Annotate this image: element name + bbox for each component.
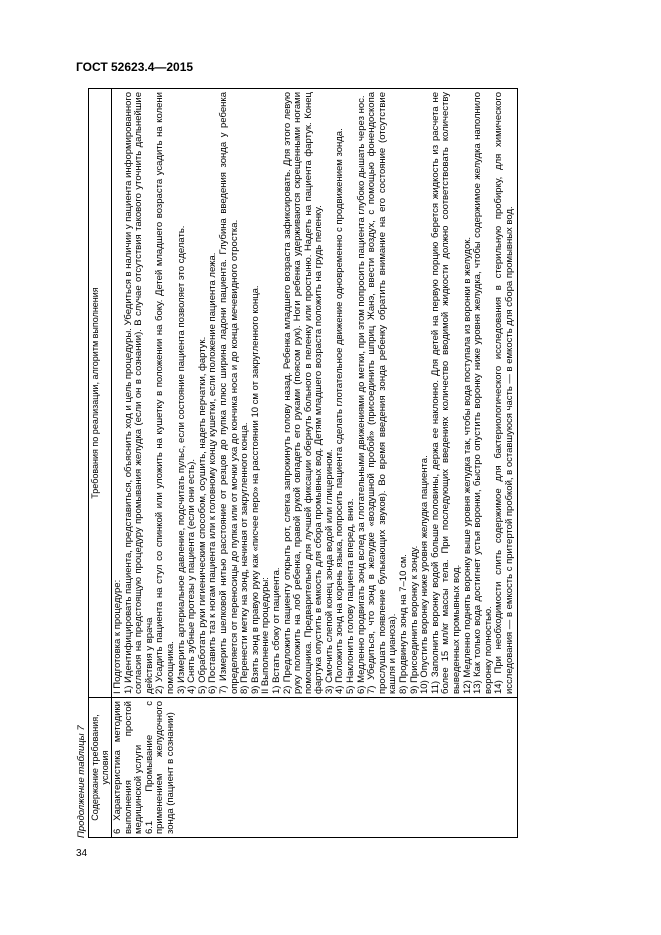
step-text: 13) Как только вода достигнет устья воронки, быстро опустить воронку ниже уровня желудка, чтобы содержимое желудка наполнило воронку полностью. (472, 92, 494, 694)
table-row (112, 89, 518, 838)
step-text: 2) Усадить пациента на стул со спинкой или уложить на кушетку в положении на боку. Детей младшего возраста усадить на колени помощника. (154, 92, 176, 694)
step-text: 11) Заполнить воронку водой больше половины, держа ее наклонно. Для детей на первую порцию берется жидкость из расчета не более 15 мл/кг массы тела. При последующих введениях количество вводимой жидкости должно соответствовать количеству выведенных промывных вод. (429, 92, 462, 694)
step-text: 8) Перенести метку на зонд, начиная от закругленного конца. (239, 422, 251, 694)
step-text: 7) Измерить шелковой нитью расстояние от резцов до пупка плюс ширина ладони пациента. Глубина введения зонда у ребенка определяется от переносицы до пупка или от мочки уха до кончика носа и до конца мечевидного отростка. (217, 92, 240, 694)
step-text: 6) Поставить таз к ногам пациента или к головному концу кушетки, если положение пациента лежа. (207, 252, 219, 694)
section-heading: I Подготовка к процедуре: (112, 579, 123, 694)
table-header-row (89, 89, 112, 838)
step-text: 4) Положить зонд на корень языка, попросить пациента сделать глотательное движение одновременно с продвижением зонда. (334, 128, 346, 694)
table-caption: Продолжение таблицы 7 (76, 725, 87, 838)
step-text: 5) Обработать руки гигиеническим способом, осушить, надеть перчатки, фартук. (196, 336, 208, 694)
step-text: 9) Взять зонд в правую руку как «писчее перо» на расстоянии 10 см от закругленного конца. (249, 285, 261, 694)
page-number: 34 (76, 848, 88, 859)
condition-text: 6 Характеристика методики выполнения простой медицинской услуги (112, 701, 145, 834)
step-text: 3) Смочить слепой конец зонда водой или глицерином. (323, 449, 335, 694)
condition-text: 6.1 Промывание с применением желудочного зонда (пациент в сознании) (143, 701, 176, 834)
step-text: 1) Встать сбоку от пациента. (270, 567, 282, 694)
step-text: 10) Опустить воронку ниже уровня желудка пациента. (419, 455, 431, 694)
step-text: 12) Медленно поднять воронку выше уровня желудка так, чтобы вода поступала из воронки в желудок. (461, 236, 473, 694)
step-text: 9) Присоединить воронку к зонду. (408, 545, 420, 694)
section-heading: II Выполнение процедуры: (260, 577, 272, 694)
step-text: 2) Предложить пациенту открыть рот, слегка запрокинуть голову назад. Ребенка младшего возраста зафиксировать. Для этого левую руку положить на лоб ребенка, правой рукой овладеть его руками (поясом рук). Ноги ребенка удерживаются скрещенными ногами помощника. Предварительно для лучшей фиксации обернуть больного в пеленку или простыню. Надеть на пациента фартук. Конец фартука опустить в емкость для сбора промывных вод. Детям младшего возраста положить на грудь пеленку. (281, 92, 325, 694)
step-text: 3) Измерить артериальное давление, подсчитать пульс, если состояние пациента позволяет это сделать. (175, 225, 187, 694)
condition-cell (112, 698, 518, 838)
requirements-table (88, 88, 518, 838)
algorithm-cell (112, 89, 518, 698)
step-text: 5) Наклонить голову пациента вперед, вниз. (345, 498, 357, 694)
header-condition: Содержание требования, условия (89, 698, 112, 838)
header-algorithm: Требования по реализации, алгоритм выполнения (89, 89, 112, 698)
step-text: 14) При необходимости слить содержимое для бактериологического исследования в стерильную пробирку, для химического исследования — в емкость с притертой пробкой, в оставшуюся часть — в емкость для сбора промывных вод. (493, 92, 515, 694)
step-text: 8) Продвинуть зонд на 7–10 см. (398, 554, 410, 694)
step-text: 1) Идентифицировать пациента, представиться, объяснить ход и цель процедуры. Убедиться в наличии у пациента информированного согласия на предстоящую процедуру промывания желудка (если он в сознании). В случае отсутствия такового уточнить дальнейшие действия у врача (122, 92, 155, 694)
step-text: 4) Снять зубные протезы у пациента (если они есть). (186, 458, 198, 694)
document-code: ГОСТ 52623.4—2015 (76, 60, 194, 74)
step-text: 7) Убедиться, что зонд в желудке «воздушной пробой» (присоединить шприц Жанэ, ввести воздух, с помощью фонендоскопа прослушать появление булькающих звуков). Во время введения зонда ребенку обратить внимание на его состояние (отсутствие кашля и цианоза). (366, 92, 399, 694)
step-text: 6) Медленно продвигать зонд вслед за глотательными движениями до метки, при этом попросить пациента глубоко дышать через нос. (355, 95, 367, 694)
rotated-table-area (76, 88, 604, 838)
